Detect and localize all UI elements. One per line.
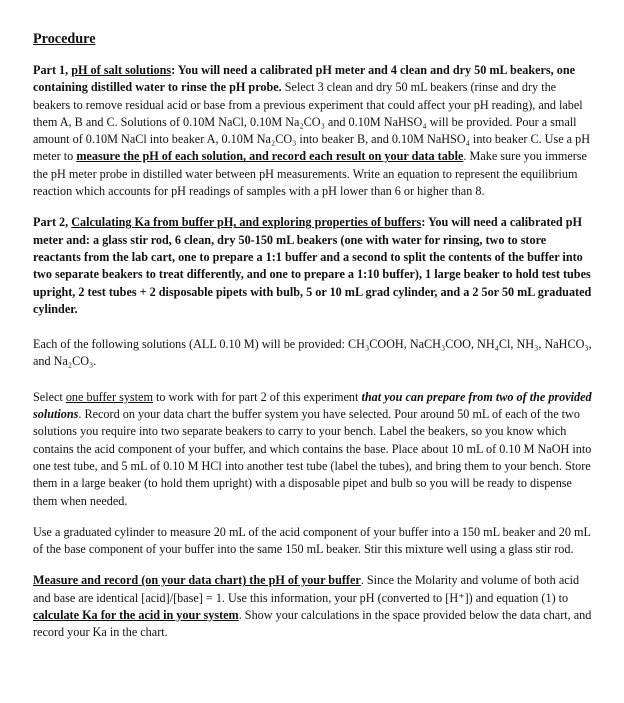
- part2-title: Calculating Ka from buffer pH, and exploring properties of buffers: [71, 215, 422, 230]
- part1-label: Part 1,: [33, 63, 72, 77]
- buffer-system-emphasis: one buffer system: [65, 389, 153, 404]
- part1-text-end: . Make sure you immerse the pH meter probe in distilled water between pH measurements. Write an equation to represent the equilibrium reaction which accounts for pH readings of samples with a pH lower than 6 or higher than 8.: [33, 149, 587, 199]
- part1-intro: : You will need a calibrated pH meter and 4 clean and dry 50 mL beakers, one containing distilled water to rinse the pH probe.: [33, 63, 576, 95]
- page-title: Procedure: [33, 31, 96, 47]
- solutions-paragraph: Each of the following solutions (ALL 0.10 M) will be provided: CH₃COOH, NaCH₃COO, NH₄Cl, NH₃, NaHCO₃, and Na₂CO₃.: [33, 337, 592, 369]
- part1-text: Select 3 clean and dry 50 mL beakers (rinse and dry the beakers to remove residual acid or base from a previous experiment that could affect your pH reading), and label them A, B and C. Solutions of 0.10M NaCl, 0.10M Na₂CO₃ and 0.10M NaHSO₄ will be provided. Pour a small amount of 0.10M NaCl into beaker A, 0.10M Na₂CO₃ into beaker B, and 0.10M NaHSO₄ into beaker C. Use a pH meter to: [33, 80, 591, 164]
- measure-emphasis: Measure and record (on your data chart) the pH of your buffer: [33, 573, 361, 588]
- part2-label: Part 2,: [33, 215, 72, 230]
- part2-text: : You will need a calibrated pH meter and: a glass stir rod, 6 clean, dry 50-150 mL beakers (one with water for rinsing, two to store reactants from the lab cart, one to prepare a 1:1 buffer and a second to split the contents of the buffer into two separate beakers to treat differently, and one to prepare a 1:10 buffer), 1 large beaker to hold test tubes upright, 2 test tubes + 2 disposable pipets with bulb, 5 or 10 mL grad cylinder, and a 2 5or 50 mL graduated cylinder.: [33, 215, 592, 316]
- select-text-3: . Record on your data chart the buffer system you have selected. Pour around 50 mL of each of the two solutions you require into two separate beakers to carry to your bench. Label the beakers, so you know which contains the acid component of your buffer, and which contains the base. Place about 10 mL of 0.10 M NaOH into one test tube, and 5 mL of 0.10 M HCl into another test tube (label the tubes), and bring them to your bench. Store them in a large beaker (to hold them upright) with a disposable pipet and bulb so you will be ready to dispense them when needed.: [33, 407, 592, 508]
- measure-text-2: . Show your calculations in the space provided below the data chart, and record your Ka in the chart.: [33, 608, 592, 640]
- cylinder-paragraph: Use a graduated cylinder to measure 20 mL of the acid component of your buffer into a 150 mL beaker and 20 mL of the base component of your buffer into the same 150 mL beaker. Stir this mixture well using a glass stir rod.: [33, 524, 591, 557]
- measure-paragraph: [33, 572, 594, 641]
- select-text-1: Select: [33, 389, 66, 404]
- calculate-ka-emphasis: calculate Ka for the acid in your system: [33, 608, 239, 623]
- part1-paragraph: [33, 62, 594, 200]
- buffer-select-paragraph: [33, 389, 594, 510]
- prepare-emphasis: that you can prepare from two of the provided solutions: [33, 389, 592, 422]
- part1-emphasis: measure the pH of each solution, and record each result on your data table: [76, 149, 464, 164]
- part2-paragraph: [33, 214, 594, 318]
- measure-text-1: . Since the Molarity and volume of both acid and base are identical [acid]/[base] = 1. Use this information, your pH (converted to [H⁺]) and equation (1) to: [33, 573, 580, 605]
- part1-title: pH of salt solutions: [71, 63, 172, 77]
- select-text-2: to work with for part 2 of this experiment: [152, 389, 362, 404]
